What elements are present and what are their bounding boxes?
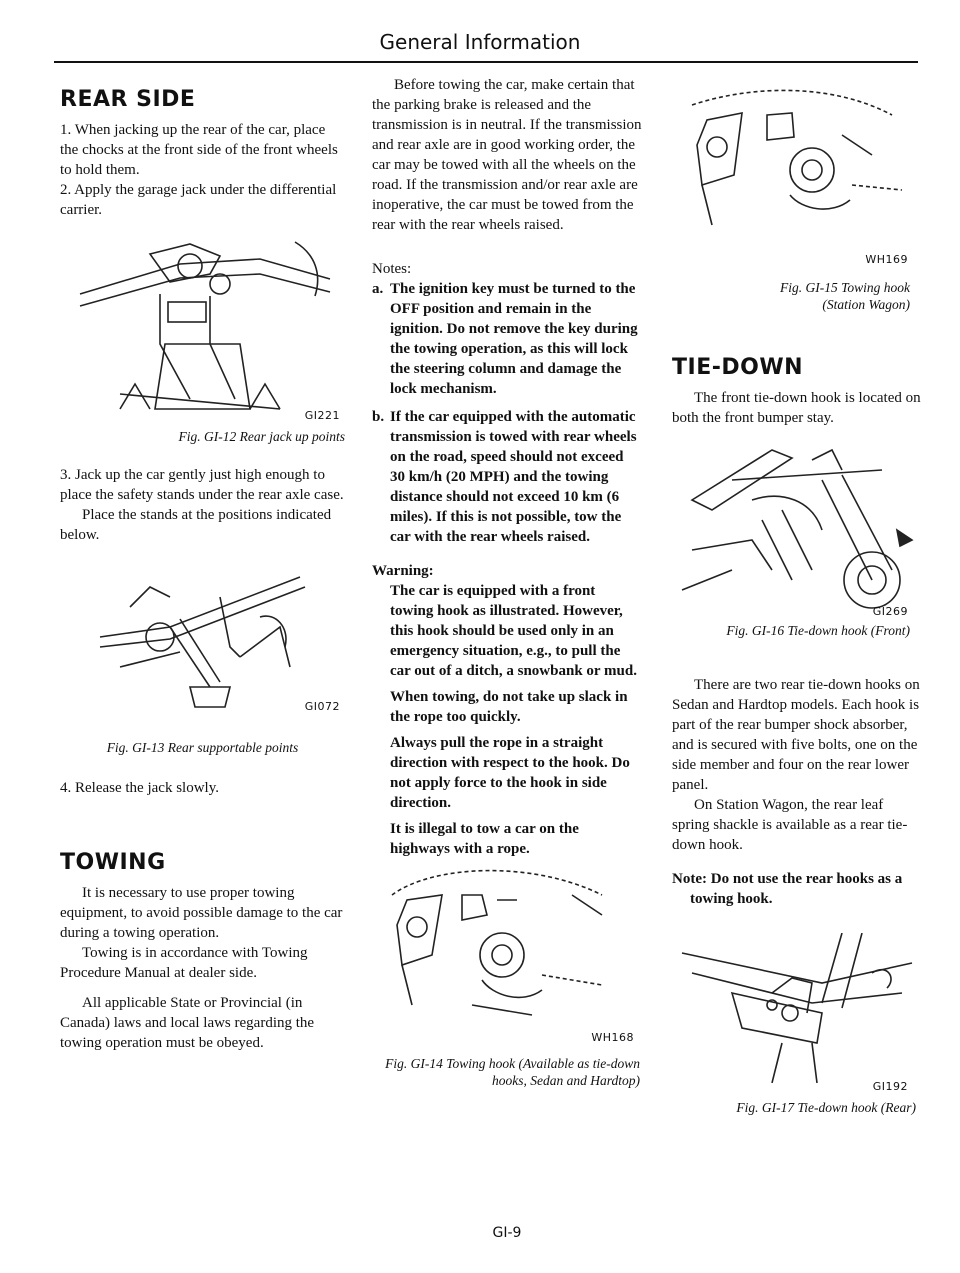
figure-code-gi072: GI072 <box>304 700 340 713</box>
figure-caption-gi-13: Fig. GI-13 Rear supportable points <box>106 740 299 755</box>
warning-text-4: It is illegal to tow a car on the highways with a rope. <box>390 821 579 857</box>
figure-caption-gi-15-line1: Fig. GI-15 Towing hook <box>779 280 910 295</box>
section-title-tie-down: TIE-DOWN <box>672 355 803 380</box>
figure-caption-gi-15-line2: (Station Wagon) <box>822 297 910 312</box>
towing-hook-wagon-illustration <box>672 75 922 255</box>
figure-caption-gi-16: Fig. GI-16 Tie-down hook (Front) <box>726 623 910 638</box>
note-a-text: The ignition key must be turned to the OFF position and remain in the ignition. Do not remove the key during the towing operation, as this will lock the steering column and damage the lock mechanism. <box>390 281 638 397</box>
figure-caption-gi-17: Fig. GI-17 Tie-down hook (Rear) <box>736 1100 916 1115</box>
rear-step-4: 4. Release the jack slowly. <box>60 780 219 796</box>
figure-gi-17 <box>672 933 922 1093</box>
rear-step-2: 2. Apply the garage jack under the differential carrier. <box>60 182 337 218</box>
towing-paragraph-3: All applicable State or Provincial (in Canada) laws and local laws regarding the towing operation must be obeyed. <box>60 995 315 1051</box>
tie-down-paragraph-3: On Station Wagon, the rear leaf spring shackle is available as a rear tie-down hook. <box>672 797 908 853</box>
figure-gi-16 <box>672 440 922 620</box>
warning-label: Warning: <box>372 563 434 579</box>
header-rule <box>54 61 918 63</box>
figure-gi-12 <box>60 234 345 424</box>
towing-paragraph-1: It is necessary to use proper towing equipment, to avoid possible damage to the car during a towing operation. <box>60 885 343 941</box>
figure-code-gi269: GI269 <box>872 605 908 618</box>
warning-block <box>372 561 642 859</box>
figure-caption-gi-14: Fig. GI-14 Towing hook (Available as tie-down hooks, Sedan and Hardtop) <box>385 1056 640 1088</box>
note-b-label: b. <box>372 409 385 425</box>
section-title-towing: TOWING <box>60 850 166 875</box>
rear-step-1: 1. When jacking up the rear of the car, place the chocks at the front side of the front wheels to hold them. <box>60 122 338 178</box>
towing-intro: Before towing the car, make certain that the parking brake is released and the transmission is in neutral. If the transmission and rear axle are in good working order, the car may be towed with all the wheels on the road. If the transmission and/or rear axle are inoperative, the car must be towed from the rear with the rear wheels raised. <box>372 77 642 233</box>
figure-code-wh169: WH169 <box>865 253 908 266</box>
figure-gi-13 <box>60 557 345 717</box>
section-title-rear-side: REAR SIDE <box>60 87 196 112</box>
warning-text-3: Always pull the rope in a straight direction with respect to the hook. Do not apply force to the hook in side direction. <box>390 735 630 811</box>
notes-label: Notes: <box>372 261 412 277</box>
towing-paragraph-2: Towing is in accordance with Towing Procedure Manual at dealer side. <box>60 945 308 981</box>
column-right <box>672 75 922 1116</box>
tie-down-rear-illustration <box>672 933 922 1083</box>
rear-step-3: 3. Jack up the car gently just high enough to place the safety stands under the rear axle case. <box>60 467 344 503</box>
rear-step-3-detail: Place the stands at the positions indicated below. <box>60 507 332 543</box>
tie-down-note: Note: Do not use the rear hooks as a towing hook. <box>672 871 903 907</box>
figure-code-gi221: GI221 <box>304 409 340 422</box>
note-a <box>372 279 642 399</box>
tie-down-paragraph-1: The front tie-down hook is located on both the front bumper stay. <box>672 390 921 426</box>
rear-jack-illustration <box>60 234 345 424</box>
tie-down-front-illustration <box>672 440 922 610</box>
figure-gi-15 <box>672 75 922 265</box>
figure-caption-gi-12: Fig. GI-12 Rear jack up points <box>178 429 345 444</box>
towing-hook-sedan-illustration <box>372 855 642 1025</box>
page-header: General Information <box>379 30 581 54</box>
figure-gi-14 <box>372 855 642 1045</box>
note-b <box>372 407 642 547</box>
warning-text-2: When towing, do not take up slack in the rope too quickly. <box>390 689 628 725</box>
figure-code-gi192: GI192 <box>872 1080 908 1093</box>
column-left <box>60 75 345 1053</box>
warning-text-1: The car is equipped with a front towing hook as illustrated. However, this hook should be used only in an emergency situation, e.g., to pull the car out of a ditch, a snowbank or mud. <box>390 583 637 679</box>
column-middle <box>372 75 642 1241</box>
figure-code-wh168: WH168 <box>591 1031 634 1044</box>
note-b-text: If the car equipped with the automatic transmission is towed with rear wheels on the road, speed should not exceed 30 km/h (20 MPH) and the towing distance should not exceed 10 km (6 miles). If this is not possible, tow the car with the rear wheels raised. <box>390 409 637 545</box>
rear-stand-illustration <box>60 557 345 717</box>
page-number: GI-9 <box>492 1225 522 1241</box>
tie-down-paragraph-2: There are two rear tie-down hooks on Sedan and Hardtop models. Each hook is part of the rear bumper shock absorber, and is secured with five bolts, one on the side member and four on the rear lower panel. <box>672 677 920 793</box>
note-a-label: a. <box>372 281 384 297</box>
